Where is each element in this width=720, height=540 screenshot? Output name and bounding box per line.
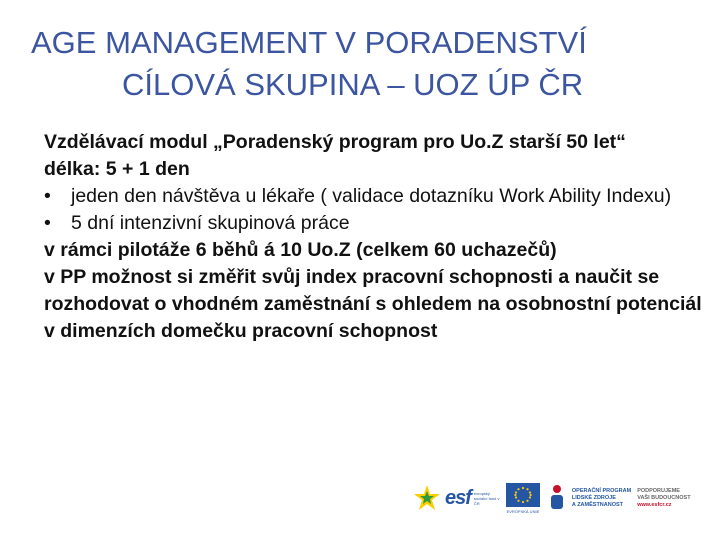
support-web-link[interactable]: www.esfcr.cz [637,501,672,508]
support-line-1: PODPORUJEME [637,487,680,494]
intro-text: Vzdělávací modul „Poradenský program pro Uo.Z starší 50 let“ [44,131,626,153]
slide-title [0,22,720,106]
op-lzz-text [572,488,631,509]
bullet-text: jeden den návštěva u lékaře ( validace dotazníku Work Ability Indexu) [71,185,672,207]
eu-logo [506,483,540,514]
support-line-2: VAŠI BUDOUCNOST [637,494,691,501]
bullet-symbol: • [44,212,51,234]
eu-caption: EVROPSKÁ UNIE [506,508,540,514]
esf-logo [412,483,500,513]
op-lzz-logo [546,483,631,513]
op-line-2: LIDSKÉ ZDROJE [571,494,616,501]
title-line-2: CÍLOVÁ SKUPINA – UOZ ÚP ČR [122,67,584,102]
bullet-item [44,183,704,210]
duration-text: délka: 5 + 1 den [44,158,190,180]
esf-star-icon [412,483,442,513]
op-line-3: A ZAMĚSTNANOST [571,501,624,508]
title-line-1: AGE MANAGEMENT V PORADENSTVÍ [31,25,587,60]
bullet-item [44,210,704,237]
pilot-text: v rámci pilotáže 6 běhů á 10 Uo.Z (celkem 60 uchazečů) [44,239,557,261]
people-icon [546,483,568,513]
op-line-1: OPERAČNÍ PROGRAM [571,487,632,494]
esf-caption: evropský sociální fond v ČR [473,490,500,506]
bullet-text: 5 dní intenzivní skupinová práce [71,212,350,234]
closing-text: v PP možnost si změřit svůj index pracovní schopnosti a naučit se rozhodovat o vhodném zaměstnání s ohledem na osobnostní potenciál v dimenzích domečku pracovní schopnost [44,266,702,342]
footer-logos [412,474,702,522]
eu-flag-icon [506,483,540,507]
slide-body [44,129,704,345]
esf-wordmark: esf [445,486,471,509]
support-text [637,488,690,509]
bullet-symbol: • [44,185,51,207]
